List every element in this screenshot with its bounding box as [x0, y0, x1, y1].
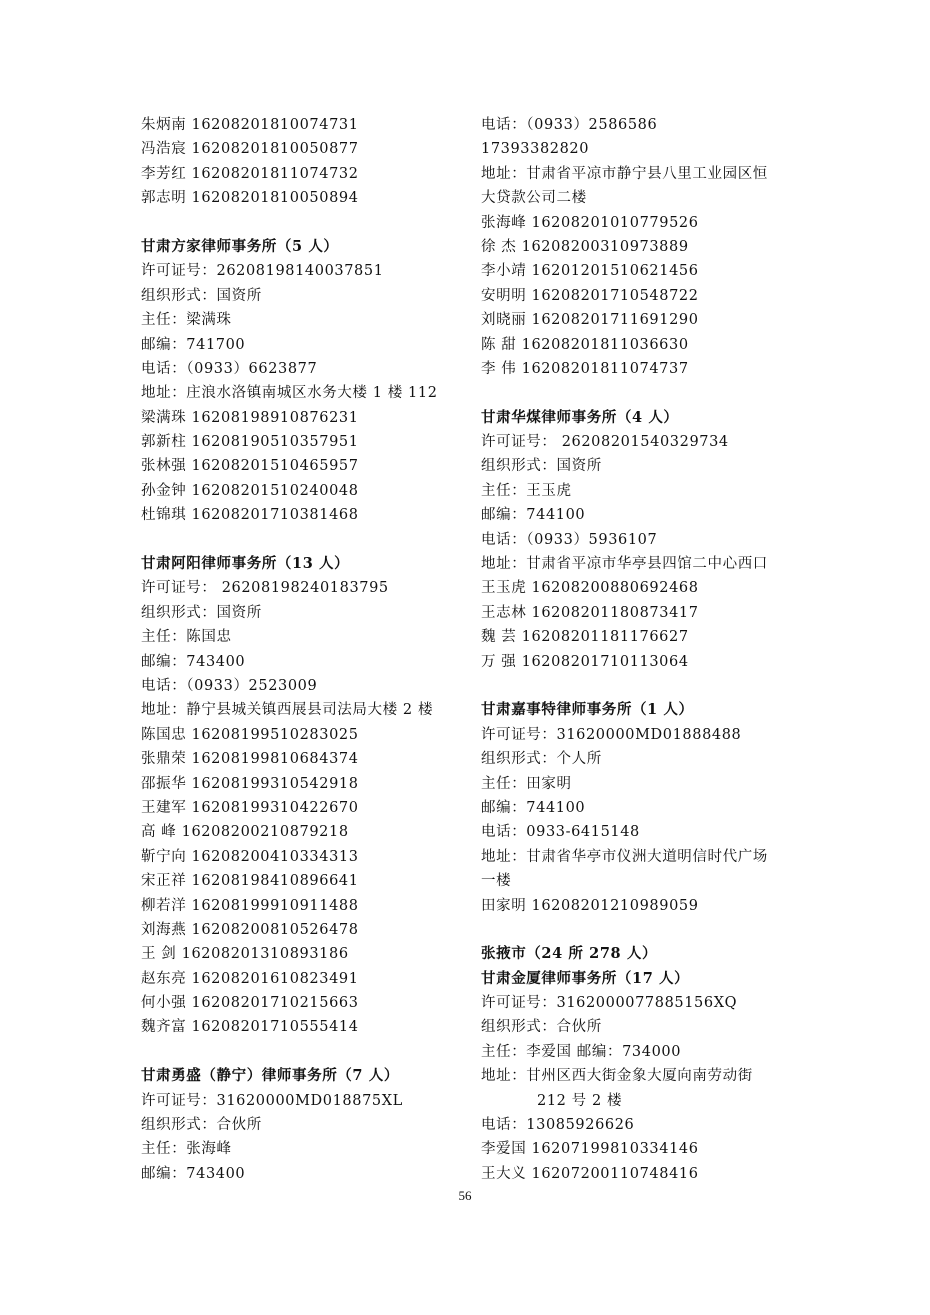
- text-line: 地址：甘州区西大街金象大厦向南劳动街: [481, 1068, 753, 1085]
- text-line: 万 强 16208201710113064: [481, 653, 689, 670]
- spacer: [141, 528, 491, 552]
- text-line: 组织形式：国资所: [141, 287, 262, 304]
- text-line: 王大义 16207200110748416: [481, 1165, 699, 1182]
- spacer: [141, 1040, 491, 1064]
- text-line: 主任：王玉虎: [481, 482, 572, 499]
- section-heading: 甘肃华煤律师事务所（4 人）: [481, 408, 679, 426]
- section-heading: 甘肃金厦律师事务所（17 人）: [481, 969, 690, 987]
- text-line: 李芳红 16208201811074732: [141, 165, 359, 182]
- text-line: 组织形式：合伙所: [141, 1117, 262, 1134]
- spacer: [481, 918, 831, 942]
- spacer: [481, 674, 831, 698]
- text-line: 许可证号：26208198140037851: [141, 263, 384, 280]
- text-line: 柳若洋 16208199910911488: [141, 897, 359, 914]
- text-line: 许可证号：31620000MD018875XL: [141, 1092, 403, 1109]
- text-line: 王志林 16208201180873417: [481, 604, 699, 621]
- text-line: 组织形式：国资所: [141, 604, 262, 621]
- spacer: [481, 381, 831, 405]
- text-line: 主任：张海峰: [141, 1141, 232, 1158]
- text-line: 魏 芸 16208201181176627: [481, 629, 689, 646]
- text-line: 田家明 16208201210989059: [481, 897, 699, 914]
- text-line: 邮编：743400: [141, 653, 246, 670]
- section-heading: 甘肃嘉事特律师事务所（1 人）: [481, 701, 694, 719]
- text-line: 陈国忠 16208199510283025: [141, 726, 359, 743]
- text-line: 邵振华 16208199310542918: [141, 775, 359, 792]
- text-line: 何小强 16208201710215663: [141, 995, 359, 1012]
- text-line: 王建军 16208199310422670: [141, 799, 359, 816]
- text-line: 电话：0933-6415148: [481, 824, 640, 841]
- text-line: 主任：陈国忠: [141, 629, 232, 646]
- section-heading: 甘肃勇盛（静宁）律师事务所（7 人）: [141, 1067, 399, 1085]
- text-line: 张海峰 16208201010779526: [481, 214, 699, 231]
- text-line: 17393382820: [481, 141, 590, 158]
- text-line: 赵东亮 16208201610823491: [141, 970, 359, 987]
- section-heading: 张掖市（24 所 278 人）: [481, 945, 658, 963]
- text-line: 邮编：743400: [141, 1165, 246, 1182]
- text-line: 郭志明 16208201810050894: [141, 190, 359, 207]
- text-line: 邮编：741700: [141, 336, 246, 353]
- text-line: 梁满珠 16208198910876231: [141, 409, 359, 426]
- text-line: 张林强 16208201510465957: [141, 458, 359, 475]
- text-line: 许可证号：3162000077885156XQ: [481, 995, 738, 1012]
- text-line: 地址：静宁县城关镇西展县司法局大楼 2 楼: [141, 702, 434, 719]
- text-line: 许可证号：31620000MD01888488: [481, 726, 742, 743]
- right-column: [481, 113, 831, 1186]
- text-line: 电话：13085926626: [481, 1117, 635, 1134]
- text-line: 张鼎荣 16208199810684374: [141, 751, 359, 768]
- text-line: 电话：（0933）2586586: [481, 117, 658, 133]
- text-line: 安明明 16208201710548722: [481, 287, 699, 304]
- section-heading: 甘肃阿阳律师事务所（13 人）: [141, 555, 350, 573]
- page-number: 56: [458, 1188, 472, 1203]
- text-line: 组织形式：个人所: [481, 751, 602, 768]
- text-line: 地址：庄浪水洛镇南城区水务大楼 1 楼 112: [141, 385, 438, 402]
- text-line: 许可证号： 26208201540329734: [481, 434, 729, 451]
- text-line: 郭新柱 16208190510357951: [141, 434, 359, 451]
- text-line: 孙金钟 16208201510240048: [141, 482, 359, 499]
- text-line: 212 号 2 楼: [537, 1092, 623, 1109]
- text-line: 地址：甘肃省华亭市仪洲大道明信时代广场: [481, 848, 768, 865]
- text-line: 王玉虎 16208200880692468: [481, 580, 699, 597]
- text-line: 主任：李爱国 邮编：734000: [481, 1043, 682, 1060]
- text-line: 宋正祥 16208198410896641: [141, 873, 359, 890]
- text-line: 大贷款公司二楼: [481, 190, 587, 207]
- left-column: [141, 113, 491, 1186]
- text-line: 邮编：744100: [481, 507, 586, 524]
- text-line: 王 剑 16208201310893186: [141, 946, 349, 963]
- text-line: 主任：田家明: [481, 775, 572, 792]
- text-line: 电话：（0933）5936107: [481, 531, 658, 548]
- text-line: 李 伟 16208201811074737: [481, 360, 689, 377]
- text-line: 主任：梁满珠: [141, 312, 232, 329]
- text-line: 魏齐富 16208201710555414: [141, 1019, 359, 1036]
- text-line: 李爱国 16207199810334146: [481, 1141, 699, 1158]
- text-line: 组织形式：合伙所: [481, 1019, 602, 1036]
- text-line: 邮编：744100: [481, 799, 586, 816]
- text-line: 陈 甜 16208201811036630: [481, 336, 689, 353]
- text-line: 徐 杰 16208200310973889: [481, 238, 689, 255]
- spacer: [141, 211, 491, 235]
- text-line: 李小靖 16201201510621456: [481, 263, 699, 280]
- text-line: 高 峰 16208200210879218: [141, 824, 349, 841]
- text-line: 地址：甘肃省平凉市静宁县八里工业园区恒: [481, 165, 768, 182]
- text-line: 许可证号： 26208198240183795: [141, 580, 389, 597]
- text-line: 一楼: [481, 873, 512, 890]
- text-line: 冯浩宸 16208201810050877: [141, 141, 359, 158]
- text-line: 朱炳南 16208201810074731: [141, 117, 359, 133]
- text-line: 组织形式：国资所: [481, 458, 602, 475]
- text-line: 靳宁向 16208200410334313: [141, 848, 359, 865]
- text-line: 刘海燕 16208200810526478: [141, 921, 359, 938]
- text-line: 电话：（0933）6623877: [141, 360, 318, 377]
- text-line: 刘晓丽 16208201711691290: [481, 312, 699, 329]
- text-line: 电话：（0933）2523009: [141, 677, 318, 694]
- text-line: 杜锦琪 16208201710381468: [141, 507, 359, 524]
- section-heading: 甘肃方家律师事务所（5 人）: [141, 237, 339, 255]
- text-line: 地址：甘肃省平凉市华亭县四馆二中心西口: [481, 556, 768, 573]
